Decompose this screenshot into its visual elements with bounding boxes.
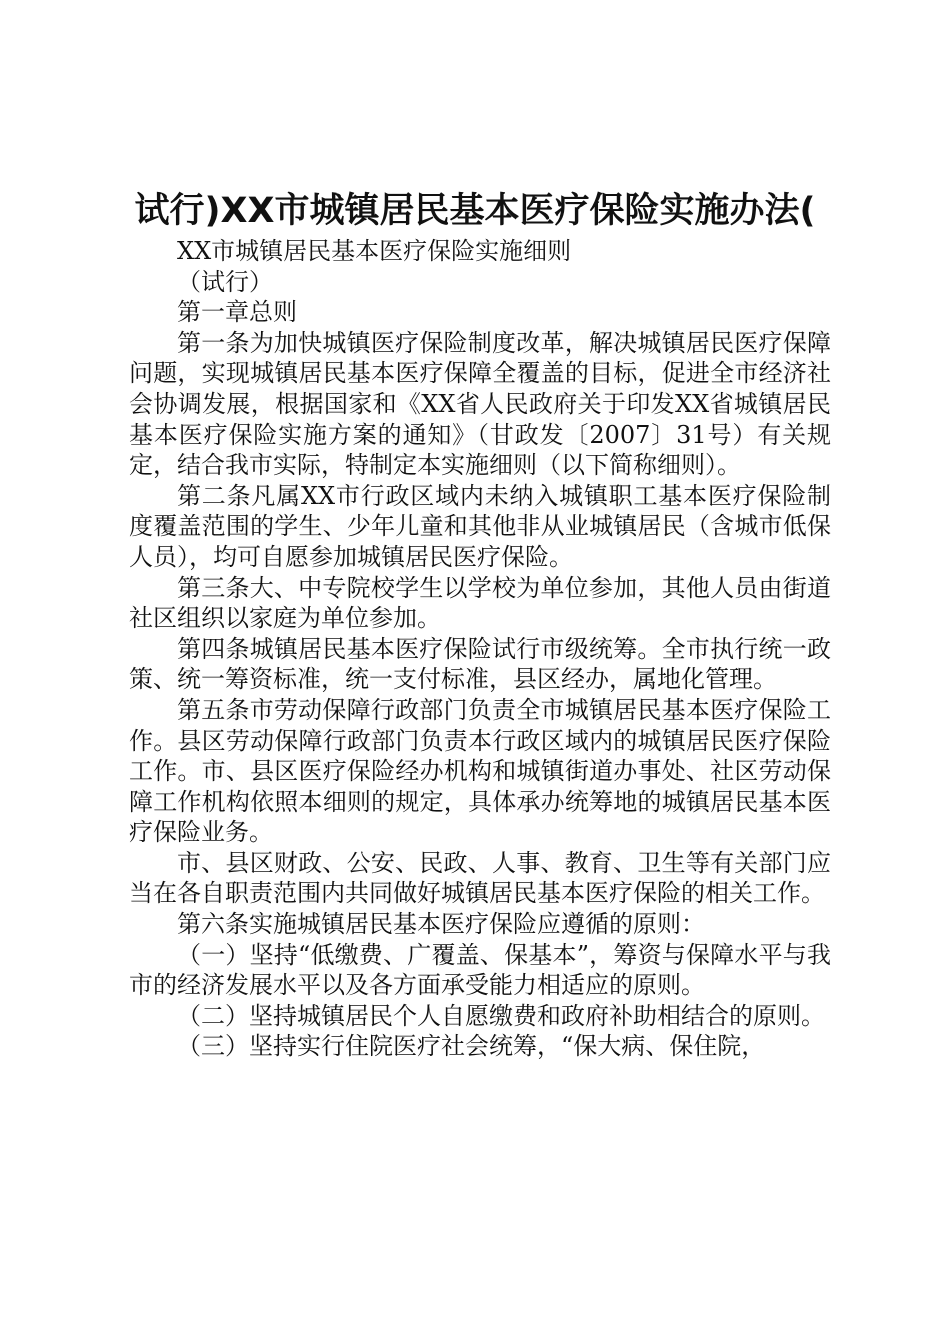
document-body — [129, 236, 831, 1062]
article-5: 第五条市劳动保障行政部门负责全市城镇居民基本医疗保险工作。县区劳动保障行政部门负责本行政区域内的城镇居民医疗保险工作。市、县区医疗保险经办机构和城镇街道办事处、社区劳动保障工作机构依照本细则的规定，具体承办统筹地的城镇居民基本医疗保险业务。 — [129, 695, 831, 847]
article-6: 第六条实施城镇居民基本医疗保险应遵循的原则： — [177, 910, 705, 939]
article-2: 第二条凡属XX市行政区域内未纳入城镇职工基本医疗保险制度覆盖范围的学生、少年儿童和其他非从业城镇居民（含城市低保人员），均可自愿参加城镇居民医疗保险。 — [129, 481, 831, 571]
trial-note: （试行） — [177, 267, 273, 296]
principle-2: （二）坚持城镇居民个人自愿缴费和政府补助相结合的原则。 — [177, 1001, 825, 1030]
article-1: 第一条为加快城镇医疗保险制度改革，解决城镇居民医疗保障问题，实现城镇居民基本医疗保障全覆盖的目标，促进全市经济社会协调发展，根据国家和《XX省人民政府关于印发XX省城镇居民基本医疗保险实施方案的通知》（甘政发〔2007〕31号）有关规定，结合我市实际，特制定本实施细则（以下简称细则）。 — [129, 328, 831, 480]
article-5-supplement: 市、县区财政、公安、民政、人事、教育、卫生等有关部门应当在各自职责范围内共同做好城镇居民基本医疗保险的相关工作。 — [129, 848, 831, 908]
principle-1: （一）坚持“低缴费、广覆盖、保基本”，筹资与保障水平与我市的经济发展水平以及各方面承受能力相适应的原则。 — [129, 940, 831, 1000]
principle-3: （三）坚持实行住院医疗社会统筹，“保大病、保住院， — [177, 1032, 766, 1061]
document-title: 试行)XX市城镇居民基本医疗保险实施办法( — [134, 191, 816, 231]
document-subtitle: XX市城镇居民基本医疗保险实施细则 — [177, 237, 572, 265]
article-3: 第三条大、中专院校学生以学校为单位参加，其他人员由街道社区组织以家庭为单位参加。 — [129, 573, 831, 633]
chapter-heading: 第一章总则 — [177, 298, 297, 327]
article-4: 第四条城镇居民基本医疗保险试行市级统筹。全市执行统一政策、统一筹资标准，统一支付标准，县区经办，属地化管理。 — [129, 634, 831, 694]
